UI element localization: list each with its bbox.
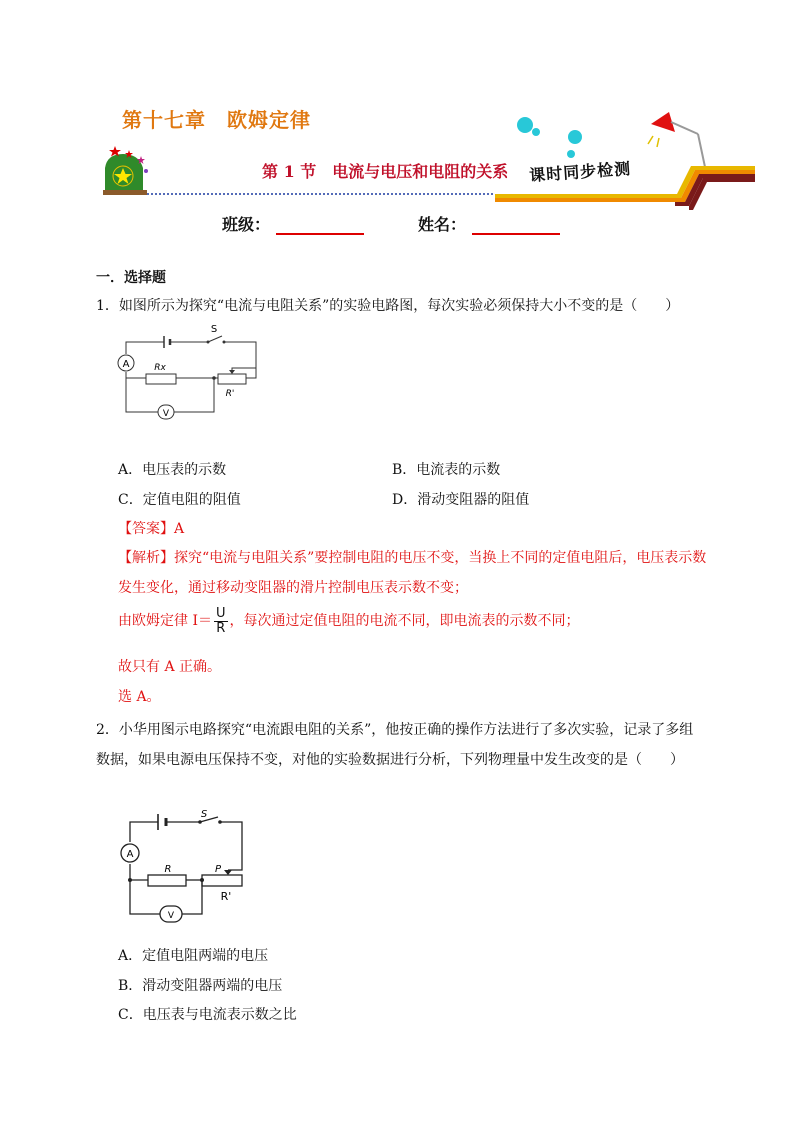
question-1 <box>96 292 716 320</box>
analysis-line-1: 探究“电流与电阻关系”要控制电阻的电压不变，当换上不同的定值电阻后，电压表示数发生变化，通过移动变阻器的滑片控制电压表示数不变； <box>118 550 707 596</box>
ammeter-label: A <box>122 359 130 370</box>
rheostat-label: R' <box>220 890 232 903</box>
class-field <box>222 212 364 235</box>
q1-answer: 【答案】A <box>118 521 185 537</box>
resistor-label: Rx <box>154 363 166 373</box>
q2-option-c[interactable]: C．电压表与电流表示数之比 <box>118 1007 297 1023</box>
q1-option-b[interactable]: B．电流表的示数 <box>392 462 501 478</box>
q2-option-b[interactable]: B．滑动变阻器两端的电压 <box>118 978 283 994</box>
q1-option-a[interactable]: A．电压表的示数 <box>118 462 227 478</box>
resistor-label: R <box>164 864 172 875</box>
chapter-title: 第十七章 欧姆定律 <box>122 108 311 132</box>
circuit-diagram-2 <box>116 808 256 930</box>
ammeter-label: A <box>126 849 134 860</box>
class-label: 班级： <box>222 215 271 234</box>
question-number: 1． <box>96 298 119 314</box>
fraction-u-over-r <box>214 607 228 636</box>
analysis-line-2-pre: 由欧姆定律 I＝ <box>118 613 212 629</box>
name-blank[interactable] <box>472 216 560 235</box>
q2-option-a[interactable]: A．定值电阻两端的电压 <box>118 948 269 964</box>
class-blank[interactable] <box>276 216 364 235</box>
desk-lamp-icon <box>648 112 705 167</box>
fraction-denominator: R <box>216 620 226 636</box>
fraction-numerator: U <box>215 605 226 621</box>
switch-label: S <box>200 809 208 820</box>
q1-analysis <box>118 543 708 603</box>
q1-option-d[interactable]: D．滑动变阻器的阻值 <box>392 492 530 508</box>
question-number: 2． <box>96 722 119 738</box>
brand-text: 课时同步检测 <box>528 158 632 186</box>
q1-analysis-formula <box>118 606 580 636</box>
voltmeter-label: V <box>167 911 175 921</box>
voltmeter-label: V <box>162 409 170 419</box>
question-2 <box>96 715 706 775</box>
question-text: 如图所示为探究“电流与电阻关系”的实验电路图，每次实验必须保持大小不变的是（ ） <box>118 298 680 314</box>
q1-option-c[interactable]: C．定值电阻的阻值 <box>118 492 241 508</box>
analysis-tag: 【解析】 <box>118 550 174 566</box>
analysis-line-2-post: ，每次通过定值电阻的电流不同，即电流表的示数不同； <box>229 613 580 629</box>
name-label: 姓名： <box>418 215 467 234</box>
section-heading: 一．选择题 <box>96 270 166 286</box>
name-field <box>418 212 560 235</box>
rheostat-label: R' <box>225 389 235 399</box>
analysis-line-3: 故只有 A 正确。 <box>118 659 222 675</box>
section-title: 第 1 节 电流与电压和电阻的关系 <box>262 162 509 181</box>
circuit-diagram-1 <box>112 322 272 428</box>
switch-label: S <box>210 324 218 335</box>
slider-label: P <box>214 864 222 875</box>
bubbles-icon <box>517 117 582 158</box>
question-text: 小华用图示电路探究“电流跟电阻的关系”，他按正确的操作方法进行了多次实验，记录了多组数据，如果电源电压保持不变，对他的实验数据进行分析，下列物理量中发生改变的是（ ） <box>96 722 694 768</box>
analysis-line-4: 选 A。 <box>118 689 161 705</box>
star-logo-icon <box>103 146 148 195</box>
